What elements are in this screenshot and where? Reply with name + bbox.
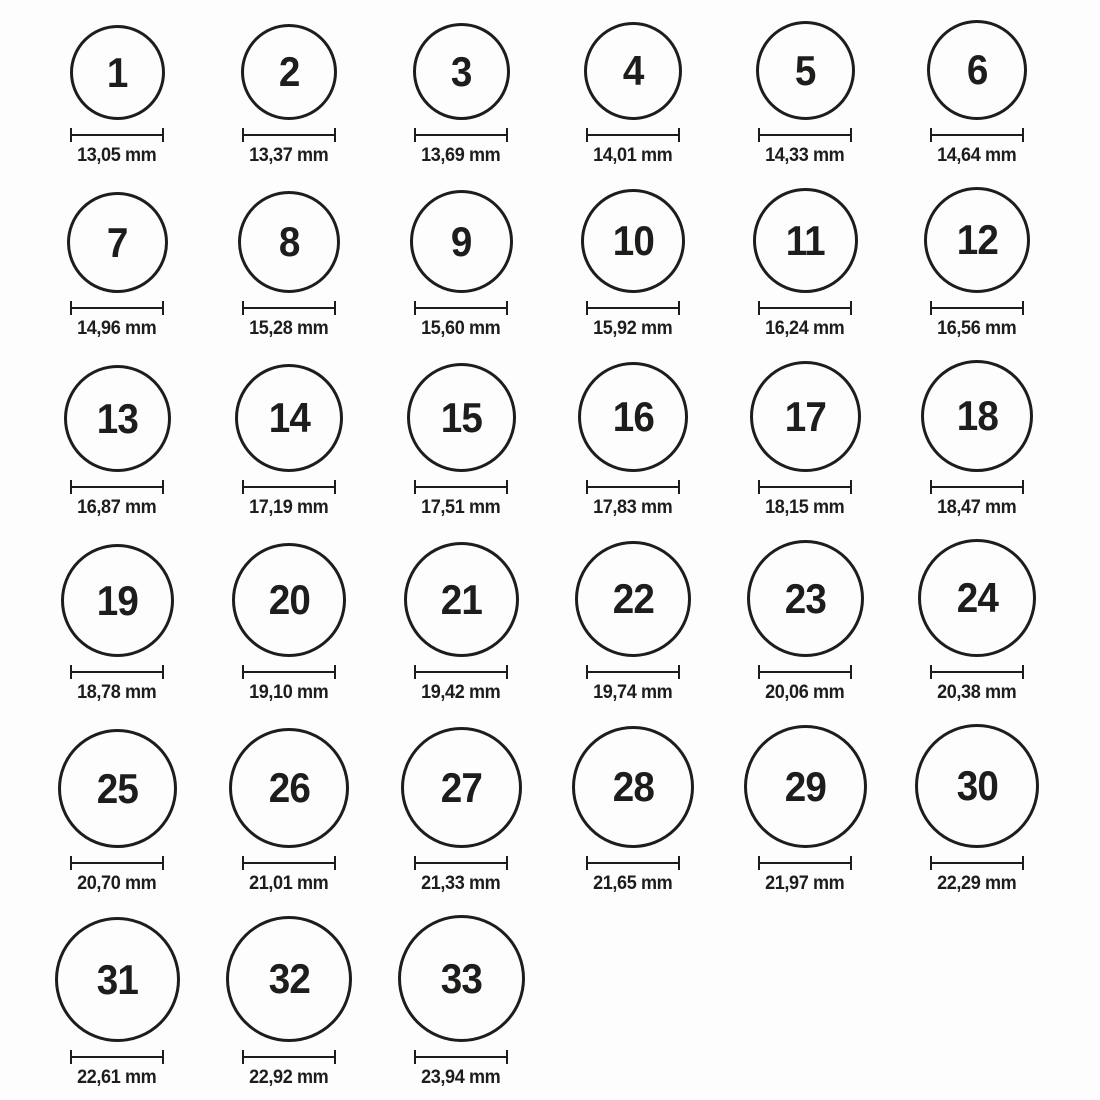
ring-size-number: 28: [612, 763, 654, 810]
diameter-label: 15,92 mm: [593, 318, 673, 339]
diameter-measure-line: [242, 665, 336, 679]
diameter-measure-line: [586, 665, 680, 679]
diameter-label: 20,70 mm: [77, 873, 157, 894]
ring-size-row: [31, 187, 1100, 340]
diameter-measure-line: [70, 128, 164, 142]
ring-circle: [921, 360, 1033, 472]
diameter-label: 17,83 mm: [593, 497, 673, 518]
diameter-label: 20,38 mm: [937, 682, 1017, 703]
ring-size-item: [547, 22, 719, 167]
ring-size-number: 1: [106, 48, 128, 96]
diameter-measure-line: [242, 128, 336, 142]
ring-size-item: [375, 23, 547, 167]
ring-size-number: 7: [106, 218, 128, 266]
diameter-measure-line: [758, 128, 852, 142]
ring-size-item: [375, 915, 547, 1089]
ring-size-number: 21: [440, 575, 482, 623]
ring-size-item: [31, 917, 203, 1089]
ring-size-number: 19: [96, 576, 138, 624]
ring-size-number: 23: [784, 574, 826, 622]
diameter-measure-line: [414, 1050, 508, 1064]
diameter-label: 18,47 mm: [937, 497, 1017, 518]
diameter-measure-line: [414, 301, 508, 315]
ring-size-item: [203, 191, 375, 340]
ring-size-item: [31, 25, 203, 167]
diameter-label: 22,61 mm: [77, 1067, 157, 1088]
ring-size-number: 31: [96, 955, 138, 1003]
ring-circle: [398, 915, 525, 1042]
diameter-label: 14,96 mm: [77, 318, 157, 339]
ring-size-number: 30: [956, 762, 998, 809]
ring-size-number: 10: [612, 217, 654, 264]
ring-size-number: 25: [96, 764, 138, 812]
ring-circle: [235, 364, 343, 472]
ring-size-item: [31, 192, 203, 340]
ring-size-number: 33: [440, 954, 482, 1002]
diameter-measure-line: [586, 856, 680, 870]
ring-size-item: [547, 362, 719, 519]
ring-circle: [61, 544, 174, 657]
ring-circle: [232, 543, 346, 657]
diameter-measure-line: [930, 301, 1024, 315]
diameter-label: 13,37 mm: [249, 145, 329, 166]
diameter-measure-line: [242, 1050, 336, 1064]
ring-size-number: 14: [268, 394, 310, 441]
diameter-label: 19,42 mm: [421, 682, 501, 703]
diameter-label: 16,24 mm: [765, 318, 845, 339]
ring-size-item: [891, 539, 1063, 704]
ring-circle: [58, 729, 177, 848]
diameter-label: 15,28 mm: [249, 318, 329, 339]
ring-size-item: [203, 728, 375, 895]
ring-circle: [753, 188, 858, 293]
ring-size-item: [891, 187, 1063, 340]
diameter-measure-line: [242, 856, 336, 870]
diameter-measure-line: [242, 480, 336, 494]
ring-size-number: 8: [278, 218, 300, 265]
ring-size-row: [31, 20, 1100, 167]
ring-size-number: 18: [956, 392, 998, 439]
ring-size-number: 16: [612, 393, 654, 440]
ring-circle: [750, 361, 861, 472]
diameter-label: 18,78 mm: [77, 682, 157, 703]
diameter-measure-line: [930, 480, 1024, 494]
ring-size-number: 17: [784, 392, 826, 440]
ring-circle: [578, 362, 688, 472]
diameter-label: 21,97 mm: [765, 873, 845, 894]
diameter-measure-line: [930, 856, 1024, 870]
ring-size-item: [203, 916, 375, 1089]
ring-circle: [229, 728, 349, 848]
diameter-measure-line: [586, 301, 680, 315]
diameter-label: 22,29 mm: [937, 873, 1017, 894]
diameter-label: 14,64 mm: [937, 145, 1017, 166]
ring-size-number: 32: [268, 955, 310, 1002]
ring-circle: [404, 542, 519, 657]
ring-size-row: [31, 724, 1100, 895]
ring-size-item: [31, 729, 203, 895]
ring-size-row: [31, 539, 1100, 704]
diameter-measure-line: [758, 301, 852, 315]
ring-size-number: 6: [966, 46, 988, 93]
ring-circle: [581, 189, 685, 293]
ring-size-item: [547, 541, 719, 704]
diameter-label: 13,69 mm: [421, 145, 501, 166]
ring-size-item: [891, 20, 1063, 167]
ring-circle: [747, 540, 864, 657]
diameter-measure-line: [930, 665, 1024, 679]
ring-size-number: 11: [785, 216, 825, 264]
diameter-label: 18,15 mm: [765, 497, 845, 518]
diameter-label: 17,19 mm: [249, 497, 329, 518]
ring-size-row: [31, 360, 1100, 519]
ring-size-number: 3: [450, 47, 472, 95]
diameter-label: 19,10 mm: [249, 682, 329, 703]
ring-size-item: [719, 21, 891, 167]
diameter-label: 14,33 mm: [765, 145, 845, 166]
diameter-measure-line: [70, 480, 164, 494]
ring-size-item: [375, 190, 547, 340]
ring-circle: [401, 727, 522, 848]
ring-circle: [410, 190, 513, 293]
diameter-measure-line: [242, 301, 336, 315]
ring-size-item: [547, 189, 719, 340]
ring-circle: [226, 916, 352, 1042]
diameter-measure-line: [414, 665, 508, 679]
ring-size-item: [203, 24, 375, 167]
ring-size-item: [203, 364, 375, 519]
ring-circle: [915, 724, 1039, 848]
ring-circle: [241, 24, 337, 120]
diameter-label: 21,65 mm: [593, 873, 673, 894]
diameter-measure-line: [70, 856, 164, 870]
ring-size-item: [203, 543, 375, 704]
ring-size-item: [375, 542, 547, 704]
ring-circle: [927, 20, 1027, 120]
ring-size-number: 12: [956, 216, 998, 263]
ring-circle: [918, 539, 1036, 657]
diameter-measure-line: [414, 480, 508, 494]
ring-size-item: [719, 540, 891, 704]
diameter-label: 22,92 mm: [249, 1067, 329, 1088]
diameter-measure-line: [758, 856, 852, 870]
diameter-measure-line: [414, 856, 508, 870]
ring-size-item: [719, 725, 891, 895]
ring-size-item: [375, 363, 547, 519]
diameter-measure-line: [930, 128, 1024, 142]
diameter-label: 19,74 mm: [593, 682, 673, 703]
ring-size-item: [31, 365, 203, 519]
ring-size-item: [719, 188, 891, 340]
diameter-measure-line: [586, 128, 680, 142]
diameter-label: 15,60 mm: [421, 318, 501, 339]
diameter-measure-line: [758, 480, 852, 494]
ring-circle: [924, 187, 1030, 293]
ring-size-item: [719, 361, 891, 519]
ring-circle: [238, 191, 340, 293]
ring-size-item: [891, 724, 1063, 895]
diameter-measure-line: [70, 665, 164, 679]
diameter-label: 16,56 mm: [937, 318, 1017, 339]
ring-circle: [572, 726, 694, 848]
diameter-measure-line: [70, 301, 164, 315]
ring-size-number: 5: [794, 46, 816, 94]
ring-size-number: 2: [278, 48, 300, 95]
ring-circle: [70, 25, 165, 120]
diameter-measure-line: [70, 1050, 164, 1064]
ring-circle: [744, 725, 867, 848]
ring-size-number: 24: [956, 574, 998, 621]
ring-size-item: [31, 544, 203, 704]
ring-size-number: 9: [450, 217, 472, 265]
diameter-label: 21,33 mm: [421, 873, 501, 894]
ring-size-number: 13: [96, 394, 138, 442]
ring-circle: [756, 21, 855, 120]
diameter-label: 16,87 mm: [77, 497, 157, 518]
diameter-label: 21,01 mm: [249, 873, 329, 894]
ring-size-number: 15: [440, 393, 482, 441]
diameter-measure-line: [758, 665, 852, 679]
ring-size-item: [375, 727, 547, 895]
ring-size-number: 20: [268, 576, 310, 623]
diameter-label: 20,06 mm: [765, 682, 845, 703]
ring-size-number: 29: [784, 762, 826, 810]
diameter-label: 23,94 mm: [421, 1067, 501, 1088]
ring-circle: [67, 192, 168, 293]
ring-size-number: 27: [440, 763, 482, 811]
ring-circle: [64, 365, 171, 472]
diameter-label: 17,51 mm: [421, 497, 501, 518]
ring-circle: [575, 541, 691, 657]
ring-size-item: [547, 726, 719, 895]
ring-size-number: 26: [268, 764, 310, 811]
ring-circle: [413, 23, 510, 120]
ring-size-item: [891, 360, 1063, 519]
diameter-measure-line: [586, 480, 680, 494]
ring-size-number: 4: [622, 47, 644, 94]
diameter-measure-line: [414, 128, 508, 142]
ring-circle: [584, 22, 682, 120]
ring-circle: [55, 917, 180, 1042]
ring-circle: [407, 363, 516, 472]
diameter-label: 13,05 mm: [77, 145, 157, 166]
diameter-label: 14,01 mm: [593, 145, 673, 166]
ring-size-number: 22: [612, 575, 654, 622]
ring-size-row: [31, 915, 1100, 1089]
